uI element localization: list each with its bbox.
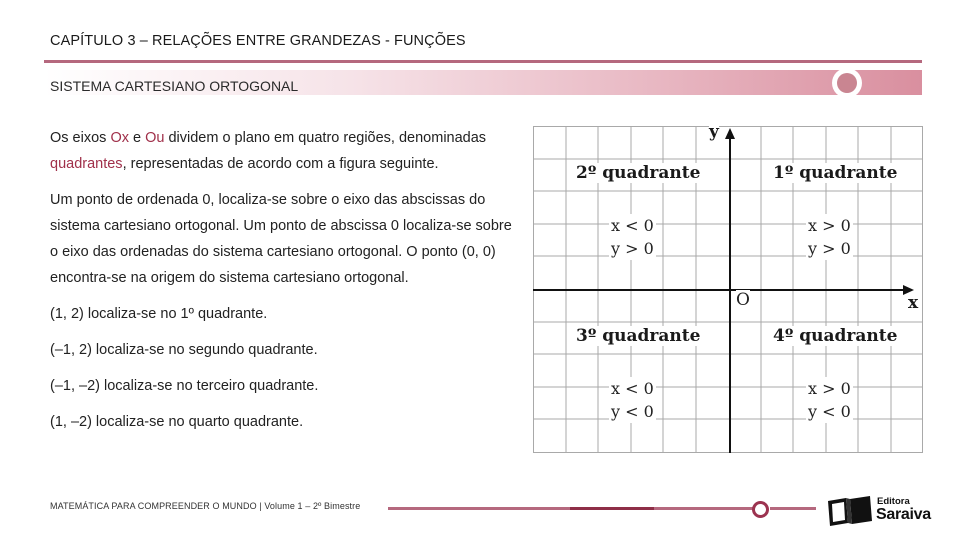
logo-saraiva: Saraiva: [876, 506, 931, 523]
example-q1: (1, 2) localiza-se no 1º quadrante.: [50, 306, 268, 322]
quadrant-4-conditions: [806, 377, 853, 423]
paragraph-origin: Um ponto de ordenada 0, localiza-se sobre o eixo das abscissas do sistema cartesiano ortogonal. Um ponto de abscissa 0 localiza-se sobre o eixo das ordenadas do sistema cartesiano ortogonal. O ponto (0, 0) encontra-se na origem do sistema cartesiano ortogonal.: [50, 192, 512, 286]
p1-part-b: e: [128, 130, 146, 146]
q2-cond-y: y > 0: [611, 239, 654, 258]
quadrant-1-conditions: [806, 214, 853, 260]
q3-cond-y: y < 0: [611, 402, 654, 421]
footer-line-right: [770, 507, 816, 510]
example-q3: (–1, –2) localiza-se no terceiro quadrante.: [50, 378, 319, 394]
q2-cond-x: x < 0: [611, 216, 654, 235]
quadrant-2-label: 2º quadrante: [576, 163, 701, 183]
q1-cond-y: y > 0: [808, 239, 851, 258]
origin-label: O: [736, 290, 750, 310]
y-axis-label: y: [709, 122, 719, 142]
p1-part-a: Os eixos: [50, 130, 111, 146]
quadrant-4-label: 4º quadrante: [773, 326, 898, 346]
q1-cond-x: x > 0: [808, 216, 851, 235]
term-ou: Ou: [145, 130, 165, 146]
x-axis-label: x: [908, 293, 919, 313]
quadrant-1-label: 1º quadrante: [773, 163, 898, 183]
quadrant-3-conditions: [609, 377, 656, 423]
section-title: SISTEMA CARTESIANO ORTOGONAL: [50, 78, 299, 94]
quadrant-3-label: 3º quadrante: [576, 326, 701, 346]
publisher-logo: [826, 495, 941, 527]
example-q2: (–1, 2) localiza-se no segundo quadrante.: [50, 342, 318, 358]
example-q4: (1, –2) localiza-se no quarto quadrante.: [50, 414, 304, 430]
top-rule: [44, 60, 922, 63]
term-quadrantes: quadrantes: [50, 156, 123, 172]
footer-line-accent: [570, 507, 654, 510]
p1-part-c: dividem o plano em quatro regiões, denominadas: [164, 130, 487, 146]
logo-editora: Editora: [877, 496, 910, 507]
y-axis-arrow-icon: [725, 128, 735, 139]
book-icon: [826, 495, 874, 527]
body-text: [50, 125, 520, 445]
q4-cond-x: x > 0: [808, 379, 851, 398]
footer-ring-icon: [752, 501, 769, 518]
q4-cond-y: y < 0: [808, 402, 851, 421]
q3-cond-x: x < 0: [611, 379, 654, 398]
paragraph-axes: [50, 125, 520, 177]
quadrant-figure: [533, 122, 923, 453]
band-circle-icon: [832, 68, 862, 98]
chapter-title: CAPÍTULO 3 – RELAÇÕES ENTRE GRANDEZAS - FUNÇÕES: [50, 33, 466, 49]
quadrant-2-conditions: [609, 214, 656, 260]
term-ox: Ox: [110, 130, 129, 146]
footer-text: MATEMÁTICA PARA COMPREENDER O MUNDO | Volume 1 – 2º Bimestre: [50, 501, 361, 511]
p1-part-d: , representadas de acordo com a figura seguinte.: [122, 156, 439, 172]
